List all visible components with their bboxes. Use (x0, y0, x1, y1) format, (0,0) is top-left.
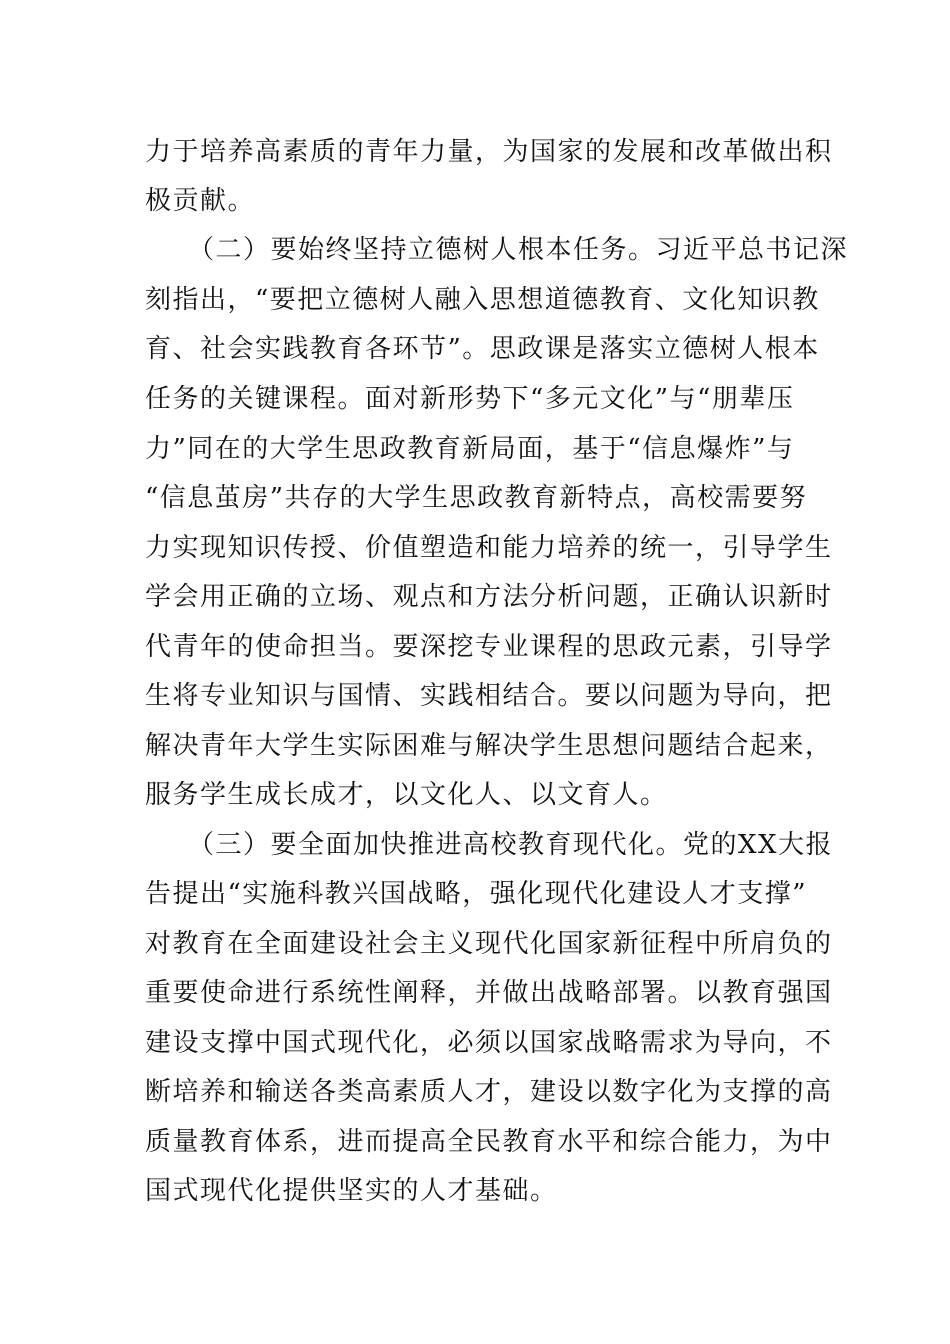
text-line: 告提出“实施科教兴国战略，强化现代化建设人才支撑” (145, 879, 808, 909)
text-line: “信息茧房”共存的大学生思政教育新特点，高校需要努 (145, 483, 808, 513)
text-line: 生将专业知识与国情、实践相结合。要以问题为导向，把 (145, 681, 833, 711)
paragraph-heading-line: （三）要全面加快推进高校教育现代化。党的XX大报 (188, 830, 834, 860)
text-line: 刻指出，“要把立德树人融入思想道德教育、文化知识教 (145, 285, 820, 315)
text-line: 断培养和输送各类高素质人才，建设以数字化为支撑的高 (145, 1077, 833, 1107)
text-line: 代青年的使命担当。要深挖专业课程的思政元素，引导学 (145, 632, 833, 662)
text-line: 国式现代化提供坚实的人才基础。 (145, 1176, 558, 1206)
paragraph-heading-line: （二）要始终坚持立德树人根本任务。习近平总书记深 (188, 235, 849, 265)
text-line: 育、社会实践教育各环节”。思政课是落实立德树人根本 (145, 334, 820, 364)
text-line: 任务的关键课程。面对新形势下“多元文化”与“朋辈压 (145, 384, 795, 414)
text-line: 学会用正确的立场、观点和方法分析问题，正确认识新时 (145, 582, 833, 612)
text-line: 服务学生成长成才，以文化人、以文育人。 (145, 780, 668, 810)
text-line: 力于培养高素质的青年力量，为国家的发展和改革做出积 (145, 137, 833, 167)
text-line: 力”同在的大学生思政教育新局面，基于“信息爆炸”与 (145, 434, 795, 464)
text-line: 力实现知识传授、价值塑造和能力培养的统一，引导学生 (145, 533, 833, 563)
text-line: 质量教育体系，进而提高全民教育水平和综合能力，为中 (145, 1127, 833, 1157)
text-line: 建设支撑中国式现代化，必须以国家战略需求为导向，不 (145, 1028, 833, 1058)
text-line: 极贡献。 (145, 186, 256, 216)
text-line: 重要使命进行系统性阐释，并做出战略部署。以教育强国 (145, 978, 833, 1008)
text-line: 解决青年大学生实际困难与解决学生思想问题结合起来， (145, 731, 833, 761)
text-line: 对教育在全面建设社会主义现代化国家新征程中所肩负的 (145, 929, 833, 959)
